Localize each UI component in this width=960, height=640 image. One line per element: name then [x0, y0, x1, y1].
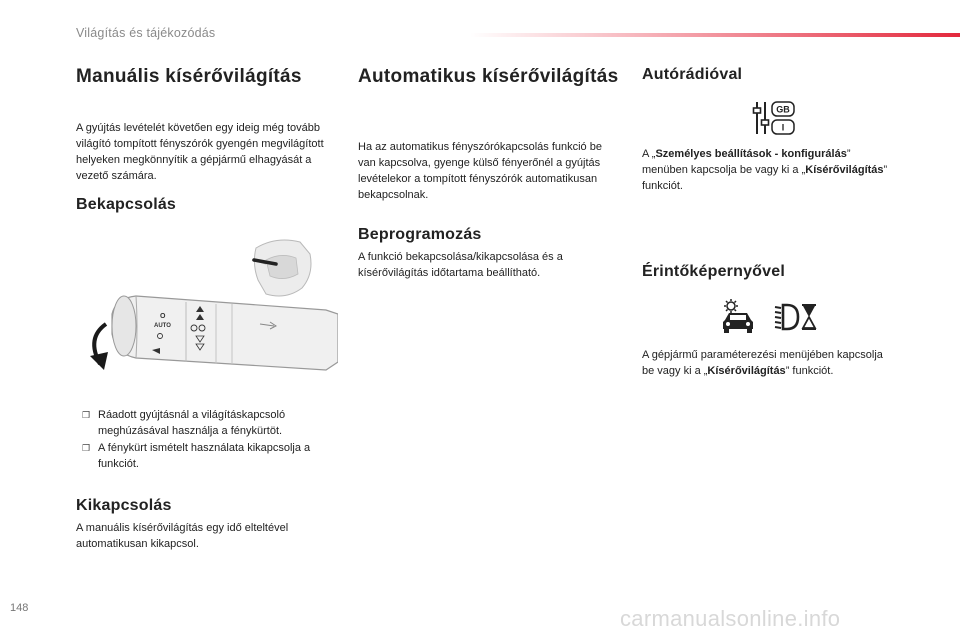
vehicle-settings-icon	[718, 298, 758, 334]
headlamp-timer-icon	[774, 302, 818, 332]
manual-intro-text: A gyújtás levételét követően egy ideig még tovább világító tompított fényszórók gyengén megvilágított helyeken megkönnyítik a gépjármű elhagyását a vezető számára.	[76, 122, 324, 182]
list-item: ❒ Ráadott gyújtásnál a világításkapcsoló meghúzásával használja a fénykürtöt.	[82, 409, 286, 437]
touchscreen-text: A gépjármű paraméterezési menüjében kapcsolja be vagy ki a „Kísérővilágítás” funkciót.	[642, 349, 883, 377]
switch-on-steps	[76, 407, 338, 473]
svg-text:O: O	[160, 313, 166, 320]
switch-off-text: A manuális kísérővilágítás egy idő elteltével automatikusan kikapcsol.	[76, 522, 289, 550]
header-accent-bar	[470, 33, 960, 37]
lighting-stalk-illustration	[76, 230, 338, 380]
function-name-highlight: Kísérővilágítás	[707, 365, 786, 377]
stalk-auto-label: AUTO	[154, 323, 171, 329]
subheading-switch-off: Kikapcsolás	[76, 497, 172, 514]
radio-icon-top-label: GB	[776, 104, 790, 115]
list-item: ❒ A fénykürt ismételt használata kikapcsolja a funkciót.	[82, 442, 311, 470]
bullet-marker-icon: ❒	[82, 443, 91, 453]
section-title-automatic: Automatikus kísérővilágítás	[358, 66, 619, 87]
automatic-intro-text: Ha az automatikus fényszórókapcsolás funkció be van kapcsolva, gyenge külső fényerőnél a gyújtás levételekor a tompított fényszórók automatikusan bekapcsolnak.	[358, 141, 602, 201]
running-header: Világítás és tájékozódás	[76, 26, 216, 40]
watermark: carmanualsonline.info	[620, 606, 841, 631]
function-name-highlight: Kísérővilágítás	[805, 164, 884, 176]
radio-settings-icon	[752, 100, 796, 136]
subheading-car-radio: Autórádióval	[642, 66, 743, 83]
subheading-programming: Beprogramozás	[358, 226, 482, 243]
programming-text: A funkció bekapcsolása/kikapcsolása és a kísérővilágítás időtartama beállítható.	[358, 251, 563, 279]
subheading-switch-on: Bekapcsolás	[76, 196, 177, 213]
bullet-marker-icon: ❒	[82, 410, 91, 420]
car-radio-text: A „Személyes beállítások - konfigurálás” menüben kapcsolja be vagy ki a „Kísérővilágítás” funkciót.	[642, 148, 888, 192]
radio-icon-bottom-label: I	[781, 122, 785, 133]
section-title-manual: Manuális kísérővilágítás	[76, 66, 302, 87]
subheading-touchscreen: Érintőképernyővel	[642, 263, 786, 280]
menu-name-highlight: Személyes beállítások - konfigurálás	[655, 148, 847, 160]
page-number: 148	[10, 602, 29, 614]
